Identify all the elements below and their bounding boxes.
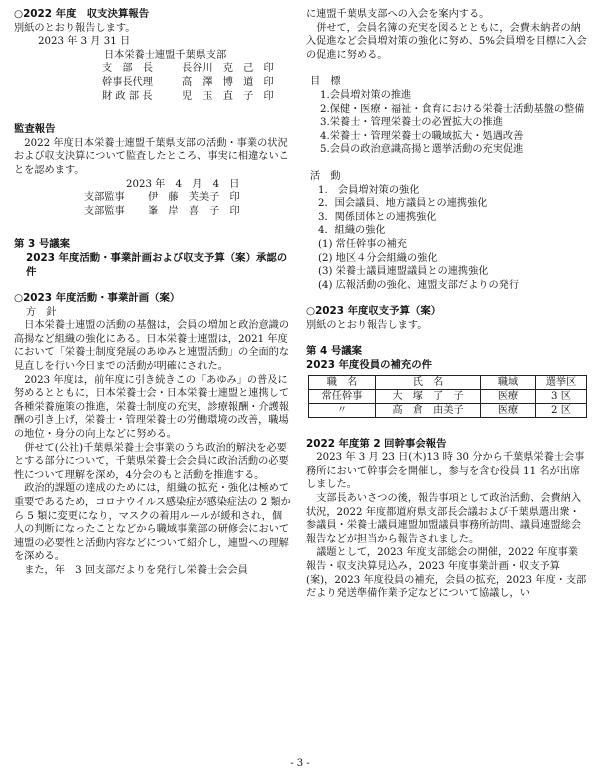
audit-report-body: 2022 年度日本栄養士連盟千葉県支部の活動・事業の状況および収支決算について監査したところ、事実に相違ないことを認めます。 [14, 137, 289, 176]
audit-report-title: 監査報告 [14, 123, 56, 136]
signatory-row: 財 政 部 長 児 玉 直 子 印 [102, 90, 274, 102]
table-header-cell: 職 名 [309, 375, 376, 389]
activities-list [306, 184, 588, 238]
agenda3-subtitle: 2023 年度活動・事業計画および収支予算（案）承認の件 [26, 251, 288, 278]
goal-item: 1.会員増対策の推進 [320, 89, 412, 101]
sub-activity-item: (3) 栄養士議員連盟議員との連携強化 [318, 266, 489, 278]
activity-item: 2．国会議員、地方議員との連携強化 [318, 198, 488, 210]
signatory-row: 幹事長代理 高 澤 博 道 印 [102, 76, 274, 88]
table-cell: 〃 [309, 403, 376, 417]
budget-title: ○2023 年度収支予算（案） [306, 305, 442, 318]
policy-paragraph: また，年 3 回支部だよりを発行し栄養士会会員 [24, 564, 248, 576]
activities-label: 活 動 [310, 170, 341, 182]
policy-paragraph: 2023 年度は，前年度に引き続きこの「あゆみ」の普及に努めるとともに，日本栄養士会・日本栄養士連盟と連携して各種栄養施策の推進，栄養士制度の充実，診療報酬・介護報酬の引き上げ，栄養士・管理栄養士の労働環境の改善，職場の地位・身分の向上などに努める。 [14, 374, 290, 441]
goal-item: 2.保健・医療・福祉・食育における栄養士活動基盤の整備 [320, 103, 585, 115]
activity-item: 1. 会員増対策の強化 [318, 184, 420, 196]
goals-label: 目 標 [310, 76, 341, 88]
signatory-row: 支 部 長 長谷川 克 己 印 [102, 63, 274, 75]
meeting-paragraph: 議題として，2023 年度支部総会の開催，2022 年度事業報告・収支決算見込み，2023 年度事業計画・収支予算(案)，2023 年度役員の補充，会員の拡充，2023 年度・支部だより発送準備作業予定などについて協議し，い [306, 547, 587, 600]
sub-activities-list [306, 238, 588, 292]
table-cell: 2 区 [536, 403, 587, 417]
goal-item: 4.栄養士・管理栄養士の職域拡大・処遇改善 [320, 130, 524, 142]
goal-item: 5.会員の政治意識高揚と選挙活動の充実促進 [320, 144, 524, 156]
table-header-cell: 職域 [481, 375, 536, 389]
left-column [14, 8, 292, 578]
officers-table [308, 375, 587, 418]
meeting-paragraph: 2023 年 3 月 23 日(木)13 時 30 分から千葉県栄養士会事務所において幹事会を開催し，参与を含む役員 11 名が出席しました。 [306, 452, 585, 491]
table-header-cell: 選挙区 [536, 375, 587, 389]
table-cell: 常任幹事 [309, 389, 376, 403]
policy-paragraph: 併せて(公社)千葉県栄養士会事業のうち政治的解決を必要とする部分について，千葉県栄養士会会員に政治活動の必要性について理解を深め，4分会のもと活動を推進する。 [14, 442, 289, 481]
right-column [306, 8, 588, 601]
table-cell: 医療 [481, 403, 536, 417]
meeting-report-title: 2022 年度第 2 回幹事会報告 [306, 437, 447, 450]
activity-item: 3．関係団体との連携強化 [318, 211, 437, 223]
table-cell: 高 倉 由美子 [376, 403, 481, 417]
table-row [309, 403, 587, 417]
settlement-report-intro: 別紙のとおり報告します。 [14, 22, 136, 34]
goal-item: 3.栄養士・管理栄養士の必置拡大の推進 [320, 117, 503, 129]
goals-list [306, 89, 588, 157]
table-row [309, 389, 587, 403]
report-date: 2023 年 3 月 31 日 [38, 36, 131, 48]
table-cell: 大 塚 了 子 [376, 389, 481, 403]
agenda4-title: 第 4 号議案 [306, 345, 363, 358]
continued-paragraph: 併せて，会員名簿の充実を図るとともに，会費未納者の納入促進など会員増対策の強化に努め、5%会員増を目標に入会の促進に努める。 [306, 22, 587, 61]
sub-activity-item: (4) 広報活動の強化、連盟支部だよりの発行 [318, 279, 520, 291]
activity-item: 4．組織の強化 [318, 225, 386, 237]
agenda3-title: 第 3 号議案 [14, 238, 71, 251]
auditor-row: 支部監事 峯 岸 喜 子 印 [84, 205, 240, 217]
org-name: 日本栄養士連盟千葉県支部 [104, 49, 227, 61]
table-header-row [309, 375, 587, 389]
auditor-list [14, 191, 292, 218]
meeting-paragraph: 支部長あいさつの後，報告事項として政治活動、会費納入状況，2022 年度都道府県支部長会議および千葉県選出衆・参議員・栄養士議員連盟加盟議員事務所訪問、議員連盟総会報告などが担当から報告されました。 [306, 493, 582, 545]
budget-intro: 別紙のとおり報告します。 [306, 319, 428, 331]
policy-paragraph: 日本栄養士連盟の活動の基盤は，会員の増加と政治意識の高揚など組織の強化にある。日本栄養士連盟は，2021 年度において「栄養士制度発展のあゆみと連盟活動」の全面的な見直しを行い今日までの活動が明確にされた。 [14, 320, 290, 373]
signatory-list [14, 62, 292, 103]
sub-activity-item: (2) 地区４分会組織の強化 [318, 252, 438, 264]
agenda4-subtitle: 2023 年度役員の補充の件 [306, 359, 433, 372]
policy-label: 方 針 [26, 306, 57, 318]
audit-date: 2023 年 4 月 4 日 [126, 178, 240, 190]
table-header-cell: 氏 名 [376, 375, 481, 389]
table-cell: 3 区 [536, 389, 587, 403]
table-cell: 医療 [481, 389, 536, 403]
activity-plan-title: ○2023 年度活動・事業計画（案） [14, 292, 181, 305]
auditor-row: 支部監事 伊 藤 芙美子 印 [84, 192, 240, 204]
sub-activity-item: (1) 常任幹事の補充 [318, 238, 407, 250]
policy-paragraph: 政治的課題の達成のためには，組織の拡充・強化は極めて重要であるため，コロナウイルス感染症が感染症法の 2 類から 5 類に変更になり，マスクの着用ルールが緩和され，個人の判断になったことなどから職域事業部の研修会において連盟の必要性と活動内容などについて紹介し，連盟への理解を深める。 [14, 483, 291, 563]
continued-paragraph: に連盟千葉県支部への入会を案内する。 [306, 9, 490, 20]
settlement-report-title: ○2022 年度 収支決算報告 [14, 8, 150, 20]
page-number: - 3 - [290, 758, 310, 769]
